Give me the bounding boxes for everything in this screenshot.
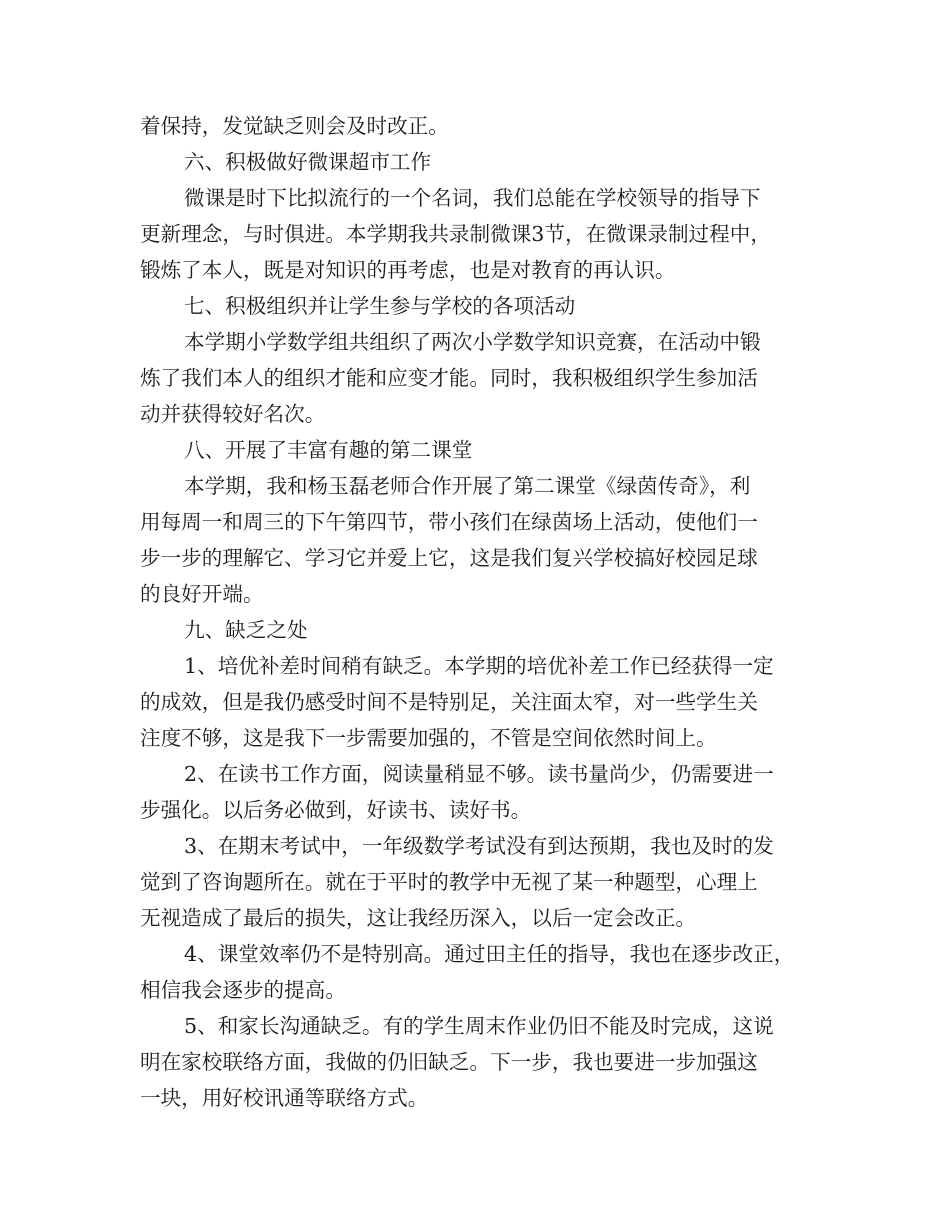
- list-item-line: 明在家校联络方面，我做的仍旧缺乏。下一步，我也要进一步加强这: [140, 1050, 758, 1074]
- list-item-line: 觉到了咨询题所在。就在于平时的教学中无视了某一种题型，心理上: [140, 870, 758, 894]
- section-heading: 九、缺乏之处: [184, 618, 308, 642]
- list-item-line: 一块，用好校讯通等联络方式。: [140, 1086, 429, 1110]
- paragraph-line: 锻炼了本人，既是对知识的再考虑，也是对教育的再认识。: [140, 258, 676, 282]
- list-item-line: 3、在期末考试中，一年级数学考试没有到达预期，我也及时的发: [184, 834, 774, 858]
- list-item-line: 注度不够，这是我下一步需要加强的，不管是空间依然时间上。: [140, 726, 717, 750]
- list-item-line: 4、课堂效率仍不是特别高。通过田主任的指导，我也在逐步改正，: [184, 942, 795, 966]
- list-item-line: 步强化。以后务必做到，好读书、读好书。: [140, 798, 532, 822]
- list-item-line: 的成效，但是我仍感受时间不是特别足，关注面太窄，对一些学生关: [140, 690, 758, 714]
- list-item-line: 2、在读书工作方面，阅读量稍显不够。读书量尚少，仍需要进一: [184, 762, 774, 786]
- paragraph-line: 步一步的理解它、学习它并爱上它，这是我们复兴学校搞好校园足球: [140, 546, 758, 570]
- paragraph-line: 动并获得较好名次。: [140, 402, 326, 426]
- list-item-line: 无视造成了最后的损失，这让我经历深入，以后一定会改正。: [140, 906, 697, 930]
- section-heading: 六、积极做好微课超市工作: [184, 150, 432, 174]
- paragraph-line: 着保持，发觉缺乏则会及时改正。: [140, 114, 449, 138]
- paragraph-line: 微课是时下比拟流行的一个名词，我们总能在学校领导的指导下: [184, 186, 761, 210]
- paragraph-line: 更新理念，与时俱进。本学期我共录制微课3节，在微课录制过程中，: [140, 222, 771, 246]
- section-heading: 八、开展了丰富有趣的第二课堂: [184, 438, 473, 462]
- paragraph-line: 本学期小学数学组共组织了两次小学数学知识竞赛，在活动中锻: [184, 330, 761, 354]
- list-item-line: 5、和家长沟通缺乏。有的学生周末作业仍旧不能及时完成，这说: [184, 1014, 774, 1038]
- list-item-line: 相信我会逐步的提高。: [140, 978, 346, 1002]
- paragraph-line: 用每周一和周三的下午第四节，带小孩们在绿茵场上活动，使他们一: [140, 510, 758, 534]
- section-heading: 七、积极组织并让学生参与学校的各项活动: [184, 294, 576, 318]
- paragraph-line: 本学期，我和杨玉磊老师合作开展了第二课堂《绿茵传奇》，利: [184, 474, 751, 498]
- paragraph-line: 炼了我们本人的组织才能和应变才能。同时，我积极组织学生参加活: [140, 366, 758, 390]
- list-item-line: 1、培优补差时间稍有缺乏。本学期的培优补差工作已经获得一定: [184, 654, 774, 678]
- document-body: [140, 108, 822, 1116]
- paragraph-line: 的良好开端。: [140, 582, 264, 606]
